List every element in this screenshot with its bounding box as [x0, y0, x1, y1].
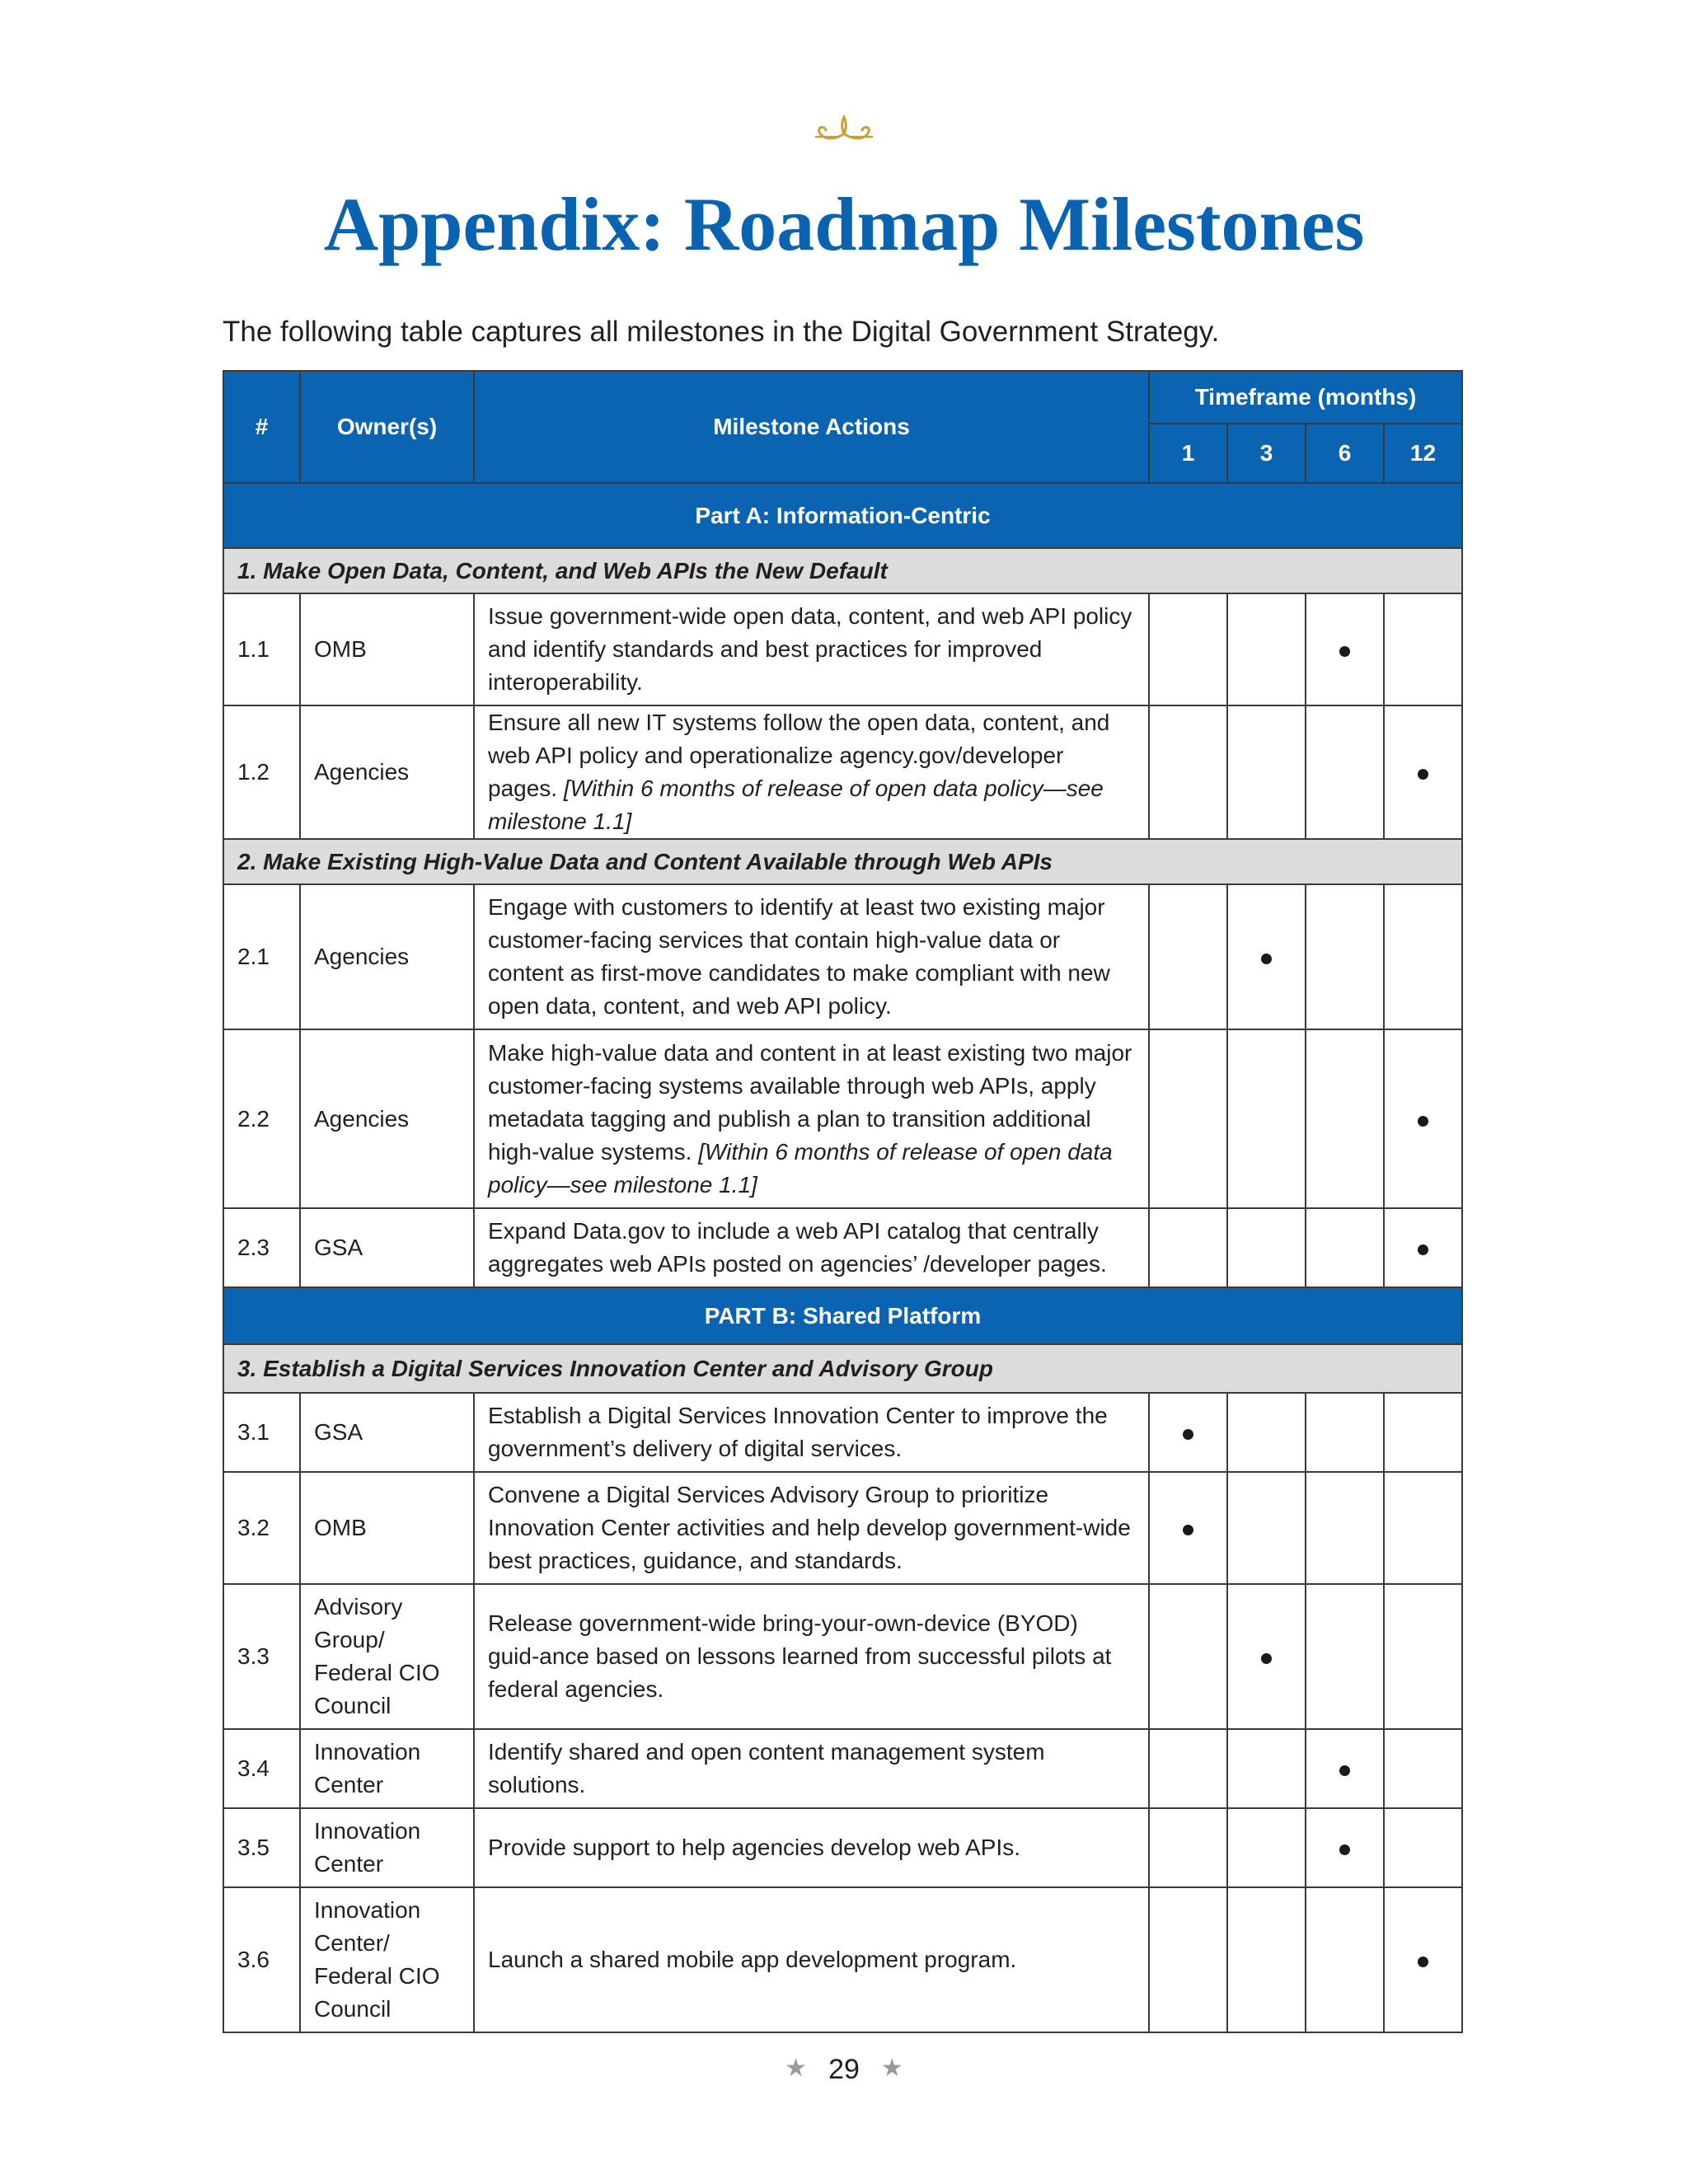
milestone-number: 1.1 [223, 593, 300, 705]
milestone-number: 3.2 [223, 1472, 300, 1584]
header-owner: Owner(s) [300, 371, 474, 483]
section-3-heading: 3. Establish a Digital Services Innovation Center and Advisory Group [223, 1344, 1462, 1393]
part-b-heading: PART B: Shared Platform [223, 1287, 1462, 1344]
table-row [223, 1393, 1462, 1472]
timeframe-12-cell [1384, 1393, 1462, 1472]
milestone-number: 3.1 [223, 1393, 300, 1472]
timeframe-1-cell [1149, 1808, 1227, 1887]
milestone-action-cell [474, 705, 1149, 839]
timeframe-12-cell [1384, 705, 1462, 839]
timeframe-3-cell [1227, 1029, 1306, 1208]
milestone-dot-icon [1418, 1244, 1428, 1255]
header-month-1: 1 [1149, 424, 1227, 483]
milestone-owner: Agencies [300, 705, 474, 839]
milestone-owner: Innovation Center [300, 1808, 474, 1887]
table-row [223, 1208, 1462, 1287]
table-row [223, 1584, 1462, 1729]
page-number: 29 [828, 2054, 860, 2085]
timeframe-3-cell [1227, 1393, 1306, 1472]
table-row [223, 1029, 1462, 1208]
timeframe-1-cell [1149, 1729, 1227, 1808]
timeframe-6-cell [1306, 1208, 1384, 1287]
milestone-number: 3.4 [223, 1729, 300, 1808]
timeframe-1-cell [1149, 1208, 1227, 1287]
timeframe-6-cell [1306, 884, 1384, 1029]
timeframe-1-cell [1149, 1029, 1227, 1208]
milestone-action: Provide support to help agencies develop web APIs. [474, 1808, 1149, 1887]
timeframe-12-cell [1384, 1584, 1462, 1729]
timeframe-3-cell [1227, 1584, 1306, 1729]
milestone-number: 3.5 [223, 1808, 300, 1887]
milestone-owner: Agencies [300, 884, 474, 1029]
milestone-owner: Advisory Group/ Federal CIO Council [300, 1584, 474, 1729]
timeframe-6-cell [1306, 1584, 1384, 1729]
timeframe-6-cell [1306, 1393, 1384, 1472]
timeframe-3-cell [1227, 884, 1306, 1029]
milestone-note: [Within 6 months of release of open data policy—see milestone 1.1] [488, 1138, 1113, 1197]
milestone-dot-icon [1418, 1116, 1428, 1127]
header-number: # [223, 371, 300, 483]
milestone-number: 3.3 [223, 1584, 300, 1729]
timeframe-12-cell [1384, 884, 1462, 1029]
milestone-action: Engage with customers to identify at least two existing major customer-facing services that contain high-value data or content as first-move candidates to make compliant with new open data, content, and web API policy. [474, 884, 1149, 1029]
milestone-number: 2.2 [223, 1029, 300, 1208]
timeframe-3-cell [1227, 1729, 1306, 1808]
milestone-dot-icon [1418, 769, 1428, 780]
timeframe-1-cell [1149, 705, 1227, 839]
timeframe-3-cell [1227, 593, 1306, 705]
milestone-owner: OMB [300, 1472, 474, 1584]
milestone-action: Ensure all new IT systems follow the open data, content, and web API policy and operationalize agency.gov/developer pages. [488, 710, 1110, 801]
header-timeframe: Timeframe (months) [1149, 371, 1462, 424]
decorative-ornament-icon [811, 112, 877, 145]
milestone-number: 2.1 [223, 884, 300, 1029]
milestone-dot-icon [1418, 1957, 1428, 1967]
milestone-dot-icon [1261, 954, 1272, 964]
section-2-heading: 2. Make Existing High-Value Data and Content Available through Web APIs [223, 839, 1462, 884]
timeframe-6-cell [1306, 1029, 1384, 1208]
timeframe-12-cell [1384, 1729, 1462, 1808]
timeframe-12-cell [1384, 1208, 1462, 1287]
milestone-dot-icon [1183, 1525, 1193, 1535]
timeframe-1-cell [1149, 1472, 1227, 1584]
milestone-action: Expand Data.gov to include a web API catalog that centrally aggregates web APIs posted on agencies’ /developer pages. [474, 1208, 1149, 1287]
milestone-number: 3.6 [223, 1887, 300, 2032]
timeframe-6-cell [1306, 1808, 1384, 1887]
milestone-note: [Within 6 months of release of open data policy—see milestone 1.1] [488, 776, 1104, 834]
timeframe-3-cell [1227, 1208, 1306, 1287]
timeframe-6-cell [1306, 1729, 1384, 1808]
star-icon: ★ [880, 2055, 903, 2082]
table-row [223, 1808, 1462, 1887]
section-1-heading: 1. Make Open Data, Content, and Web APIs the New Default [223, 548, 1462, 593]
milestone-owner: Innovation Center [300, 1729, 474, 1808]
timeframe-1-cell [1149, 593, 1227, 705]
timeframe-6-cell [1306, 1472, 1384, 1584]
timeframe-3-cell [1227, 1808, 1306, 1887]
milestone-action: Launch a shared mobile app development program. [474, 1887, 1149, 2032]
timeframe-12-cell [1384, 1472, 1462, 1584]
table-row [223, 1729, 1462, 1808]
milestone-dot-icon [1339, 646, 1350, 657]
part-a-heading: Part A: Information-Centric [223, 483, 1462, 548]
timeframe-12-cell [1384, 1029, 1462, 1208]
milestone-owner: OMB [300, 593, 474, 705]
milestone-owner: Innovation Center/ Federal CIO Council [300, 1887, 474, 2032]
header-milestone-actions: Milestone Actions [474, 371, 1149, 483]
milestone-number: 2.3 [223, 1208, 300, 1287]
milestone-dot-icon [1339, 1765, 1350, 1776]
intro-text: The following table captures all milestones in the Digital Government Strategy. [223, 316, 1220, 348]
timeframe-6-cell [1306, 593, 1384, 705]
milestones-table [223, 370, 1463, 2033]
timeframe-6-cell [1306, 1887, 1384, 2032]
header-month-6: 6 [1306, 424, 1384, 483]
milestone-action-cell [474, 1029, 1149, 1208]
table-row [223, 1472, 1462, 1584]
milestone-dot-icon [1261, 1653, 1272, 1664]
milestone-owner: GSA [300, 1393, 474, 1472]
timeframe-1-cell [1149, 884, 1227, 1029]
page-title: Appendix: Roadmap Milestones [323, 182, 1365, 266]
timeframe-12-cell [1384, 1887, 1462, 2032]
milestone-action: Convene a Digital Services Advisory Group to prioritize Innovation Center activities and help develop government-wide best practices, guidance, and standards. [474, 1472, 1149, 1584]
table-row [223, 884, 1462, 1029]
timeframe-1-cell [1149, 1887, 1227, 2032]
star-icon: ★ [785, 2055, 808, 2082]
milestone-dot-icon [1183, 1429, 1193, 1440]
timeframe-3-cell [1227, 705, 1306, 839]
timeframe-12-cell [1384, 593, 1462, 705]
milestone-owner: GSA [300, 1208, 474, 1287]
milestone-action: Establish a Digital Services Innovation Center to improve the government’s delivery of digital services. [474, 1393, 1149, 1472]
milestone-action: Make high-value data and content in at least existing two major customer-facing systems available through web APIs, apply metadata tagging and publish a plan to transition additional high-value systems. [488, 1039, 1132, 1165]
milestone-dot-icon [1339, 1844, 1350, 1855]
timeframe-12-cell [1384, 1808, 1462, 1887]
header-month-12: 12 [1384, 424, 1462, 483]
timeframe-3-cell [1227, 1887, 1306, 2032]
header-month-3: 3 [1227, 424, 1306, 483]
milestone-action: Issue government-wide open data, content, and web API policy and identify standards and best practices for improved interoperability. [474, 593, 1149, 705]
page-footer [0, 2054, 1688, 2086]
milestone-action: Release government-wide bring-your-own-device (BYOD) guid-ance based on lessons learned from successful pilots at federal agencies. [474, 1584, 1149, 1729]
timeframe-3-cell [1227, 1472, 1306, 1584]
timeframe-1-cell [1149, 1393, 1227, 1472]
timeframe-6-cell [1306, 705, 1384, 839]
milestone-owner: Agencies [300, 1029, 474, 1208]
milestone-action: Identify shared and open content management system solutions. [474, 1729, 1149, 1808]
milestone-number: 1.2 [223, 705, 300, 839]
table-row [223, 705, 1462, 839]
table-row [223, 593, 1462, 705]
timeframe-1-cell [1149, 1584, 1227, 1729]
table-row [223, 1887, 1462, 2032]
